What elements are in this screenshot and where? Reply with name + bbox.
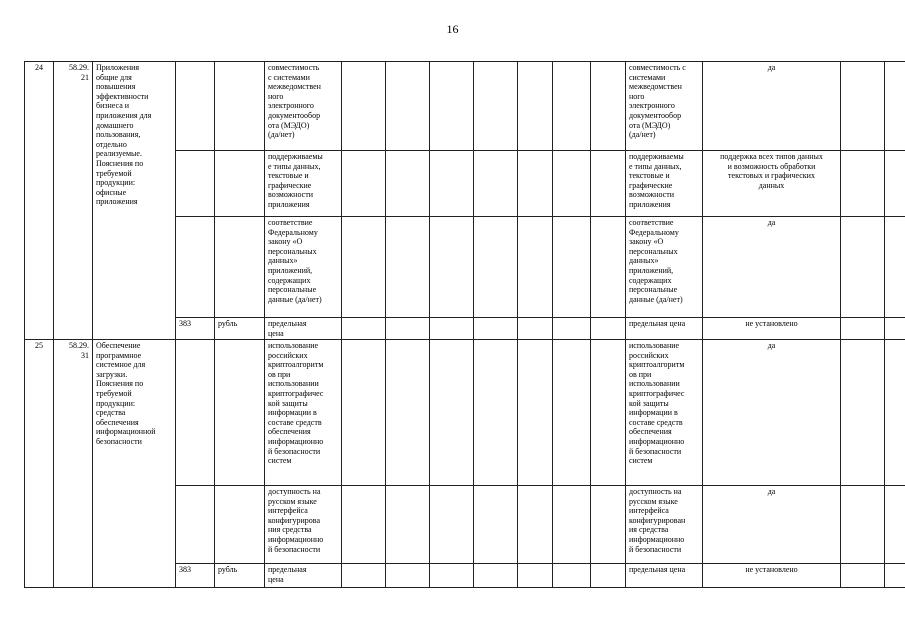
empty-cell <box>841 486 885 564</box>
okei-code-cell <box>176 340 215 486</box>
empty-cell <box>430 217 474 318</box>
empty-cell <box>553 486 591 564</box>
empty-cell <box>474 486 518 564</box>
okpd-code-cell: 58.29. 31 <box>54 340 93 588</box>
okei-code-cell <box>176 151 215 217</box>
empty-cell <box>474 217 518 318</box>
unit-cell <box>215 217 265 318</box>
characteristic-cell: предельная цена <box>265 564 342 588</box>
empty-cell <box>518 217 553 318</box>
value-cell: не установлено <box>703 564 841 588</box>
requirements-table <box>24 61 905 588</box>
empty-cell <box>591 62 626 151</box>
empty-cell <box>430 151 474 217</box>
empty-cell <box>386 564 430 588</box>
characteristic-cell: использование российских криптоалгоритм ов при использовании криптографичес кой защиты информации в составе средств обеспечения информационно й безопасности систем <box>265 340 342 486</box>
empty-cell <box>885 318 905 340</box>
characteristic-cell: поддерживаемы е типы данных, текстовые и графические возможности приложения <box>265 151 342 217</box>
empty-cell <box>591 318 626 340</box>
characteristic-cell: предельная цена <box>265 318 342 340</box>
value-cell: да <box>703 62 841 151</box>
empty-cell <box>591 486 626 564</box>
empty-cell <box>474 340 518 486</box>
characteristic-approved-cell: совместимость с системами межведомствен ного электронного документообор ота (МЭДО) (да/нет) <box>626 62 703 151</box>
empty-cell <box>386 318 430 340</box>
empty-cell <box>885 486 905 564</box>
characteristic-approved-cell: поддерживаемы е типы данных, текстовые и графические возможности приложения <box>626 151 703 217</box>
unit-cell <box>215 486 265 564</box>
characteristic-approved-cell: использование российских криптоалгоритм ов при использовании криптографичес кой защиты информации в составе средств обеспечения информационно й безопасности систем <box>626 340 703 486</box>
unit-cell <box>215 340 265 486</box>
product-name-cell: Приложения общие для повышения эффективности бизнеса и приложения для домашнего пользования, отдельно реализуемые. Пояснения по требуемой продукции: офисные приложения <box>93 62 176 340</box>
characteristic-approved-cell: предельная цена <box>626 564 703 588</box>
empty-cell <box>518 151 553 217</box>
okei-code-cell <box>176 217 215 318</box>
value-cell: поддержка всех типов данных и возможность обработки текстовых и графических данных <box>703 151 841 217</box>
empty-cell <box>885 340 905 486</box>
empty-cell <box>885 151 905 217</box>
value-cell: да <box>703 340 841 486</box>
empty-cell <box>386 62 430 151</box>
empty-cell <box>553 62 591 151</box>
product-name-cell: Обеспечение программное системное для загрузки. Пояснения по требуемой продукции: средства обеспечения информационной безопасности <box>93 340 176 588</box>
empty-cell <box>518 318 553 340</box>
empty-cell <box>518 62 553 151</box>
empty-cell <box>386 486 430 564</box>
page-number: 16 <box>446 22 459 36</box>
empty-cell <box>841 564 885 588</box>
empty-cell <box>885 62 905 151</box>
value-cell: да <box>703 486 841 564</box>
unit-cell <box>215 151 265 217</box>
empty-cell <box>386 217 430 318</box>
empty-cell <box>591 217 626 318</box>
empty-cell <box>342 318 386 340</box>
empty-cell <box>430 318 474 340</box>
empty-cell <box>474 564 518 588</box>
empty-cell <box>342 564 386 588</box>
empty-cell <box>553 151 591 217</box>
value-cell: не установлено <box>703 318 841 340</box>
okei-code-cell <box>176 62 215 151</box>
empty-cell <box>342 217 386 318</box>
empty-cell <box>430 564 474 588</box>
empty-cell <box>518 486 553 564</box>
characteristic-approved-cell: доступность на русском языке интерфейса конфигурирован ия средства информационно й безопасности <box>626 486 703 564</box>
empty-cell <box>386 151 430 217</box>
characteristic-approved-cell: соответствие Федеральному закону «О персональных данных» приложений, содержащих персональные данные (да/нет) <box>626 217 703 318</box>
okpd-code-cell: 58.29. 21 <box>54 62 93 340</box>
value-cell: да <box>703 217 841 318</box>
empty-cell <box>885 564 905 588</box>
characteristic-approved-cell: предельная цена <box>626 318 703 340</box>
empty-cell <box>591 564 626 588</box>
unit-cell: рубль <box>215 318 265 340</box>
empty-cell <box>591 151 626 217</box>
table-body <box>25 62 905 588</box>
empty-cell <box>430 62 474 151</box>
okei-code-cell: 383 <box>176 318 215 340</box>
empty-cell <box>591 340 626 486</box>
empty-cell <box>342 340 386 486</box>
empty-cell <box>553 318 591 340</box>
empty-cell <box>841 151 885 217</box>
empty-cell <box>386 340 430 486</box>
characteristic-cell: соответствие Федеральному закону «О персональных данных» приложений, содержащих персональные данные (да/нет) <box>265 217 342 318</box>
empty-cell <box>342 62 386 151</box>
empty-cell <box>474 151 518 217</box>
table-row <box>25 340 905 486</box>
empty-cell <box>474 62 518 151</box>
okei-code-cell <box>176 486 215 564</box>
characteristic-cell: доступность на русском языке интерфейса конфигурирова ния средства информационно й безопасности <box>265 486 342 564</box>
empty-cell <box>474 318 518 340</box>
empty-cell <box>518 340 553 486</box>
empty-cell <box>518 564 553 588</box>
empty-cell <box>553 340 591 486</box>
unit-cell: рубль <box>215 564 265 588</box>
table-row <box>25 62 905 151</box>
empty-cell <box>885 217 905 318</box>
empty-cell <box>342 151 386 217</box>
unit-cell <box>215 62 265 151</box>
empty-cell <box>553 564 591 588</box>
characteristic-cell: совместимость с системами межведомствен ного электронного документообор ота (МЭДО) (да/нет) <box>265 62 342 151</box>
row-number-cell: 25 <box>25 340 54 588</box>
row-number-cell: 24 <box>25 62 54 340</box>
empty-cell <box>841 318 885 340</box>
empty-cell <box>841 217 885 318</box>
empty-cell <box>430 486 474 564</box>
empty-cell <box>342 486 386 564</box>
okei-code-cell: 383 <box>176 564 215 588</box>
empty-cell <box>553 217 591 318</box>
empty-cell <box>841 340 885 486</box>
empty-cell <box>430 340 474 486</box>
empty-cell <box>841 62 885 151</box>
